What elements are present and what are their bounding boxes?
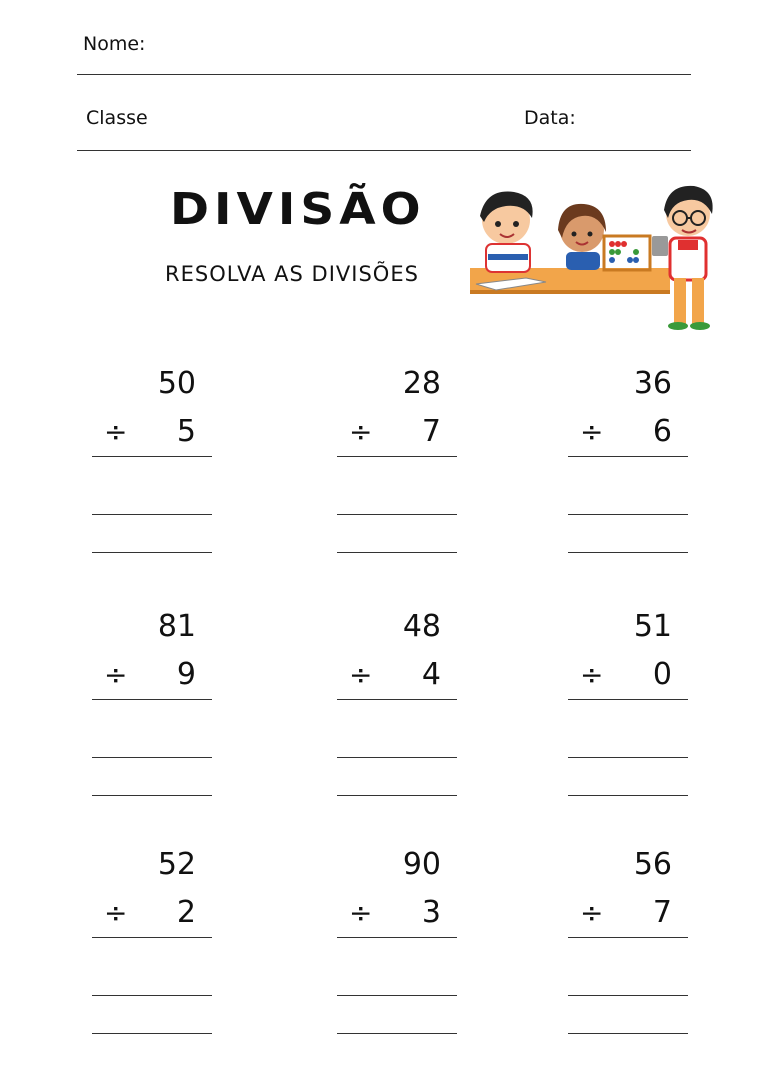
division-sign-icon: ÷ xyxy=(580,415,604,448)
division-problem xyxy=(92,847,216,1047)
division-problem xyxy=(337,609,461,809)
problem-rule xyxy=(337,699,457,700)
dividend: 50 xyxy=(157,366,196,401)
problem-rule xyxy=(568,699,688,700)
answer-line[interactable] xyxy=(337,552,457,553)
division-sign-icon: ÷ xyxy=(349,415,373,448)
answer-line[interactable] xyxy=(92,1033,212,1034)
division-sign-icon: ÷ xyxy=(349,896,373,929)
dividend: 48 xyxy=(402,609,441,644)
answer-line[interactable] xyxy=(92,795,212,796)
answer-line[interactable] xyxy=(337,514,457,515)
dividend: 28 xyxy=(402,366,441,401)
division-sign-icon: ÷ xyxy=(580,896,604,929)
page-subtitle: RESOLVA AS DIVISÕES xyxy=(165,262,419,286)
answer-line[interactable] xyxy=(337,757,457,758)
answer-line[interactable] xyxy=(92,552,212,553)
divisor: 7 xyxy=(652,895,672,930)
answer-line[interactable] xyxy=(337,1033,457,1034)
dividend: 81 xyxy=(157,609,196,644)
divisor: 2 xyxy=(176,895,196,930)
divisor: 0 xyxy=(652,657,672,692)
problem-rule xyxy=(568,456,688,457)
problem-rule xyxy=(92,456,212,457)
division-problem xyxy=(92,609,216,809)
division-problem xyxy=(92,366,216,566)
problem-rule xyxy=(337,456,457,457)
division-problem xyxy=(568,609,692,809)
answer-line[interactable] xyxy=(337,795,457,796)
divisor: 4 xyxy=(421,657,441,692)
answer-line[interactable] xyxy=(568,795,688,796)
answer-line[interactable] xyxy=(568,1033,688,1034)
answer-line[interactable] xyxy=(568,514,688,515)
dividend: 36 xyxy=(633,366,672,401)
answer-line[interactable] xyxy=(92,757,212,758)
class-label: Classe xyxy=(86,107,148,129)
divisor: 5 xyxy=(176,414,196,449)
dividend: 52 xyxy=(157,847,196,882)
answer-line[interactable] xyxy=(337,995,457,996)
class-date-line[interactable] xyxy=(77,150,691,151)
answer-line[interactable] xyxy=(92,995,212,996)
page-title: DIVISÃO xyxy=(170,184,426,235)
problem-rule xyxy=(568,937,688,938)
date-label: Data: xyxy=(524,107,576,129)
name-label: Nome: xyxy=(83,33,146,55)
division-sign-icon: ÷ xyxy=(104,658,128,691)
division-problem xyxy=(337,366,461,566)
dividend: 56 xyxy=(633,847,672,882)
divisor: 9 xyxy=(176,657,196,692)
answer-line[interactable] xyxy=(568,995,688,996)
answer-line[interactable] xyxy=(568,552,688,553)
name-line[interactable] xyxy=(77,74,691,75)
dividend: 51 xyxy=(633,609,672,644)
divisor: 7 xyxy=(421,414,441,449)
problem-rule xyxy=(92,699,212,700)
divisor: 3 xyxy=(421,895,441,930)
division-sign-icon: ÷ xyxy=(104,896,128,929)
division-sign-icon: ÷ xyxy=(580,658,604,691)
answer-line[interactable] xyxy=(92,514,212,515)
division-sign-icon: ÷ xyxy=(349,658,373,691)
division-problem xyxy=(337,847,461,1047)
divisor: 6 xyxy=(652,414,672,449)
dividend: 90 xyxy=(402,847,441,882)
division-problem xyxy=(568,366,692,566)
division-sign-icon: ÷ xyxy=(104,415,128,448)
children-studying-illustration xyxy=(466,178,728,338)
division-problem xyxy=(568,847,692,1047)
calculator-icon xyxy=(652,236,668,256)
problem-rule xyxy=(337,937,457,938)
problem-rule xyxy=(92,937,212,938)
answer-line[interactable] xyxy=(568,757,688,758)
